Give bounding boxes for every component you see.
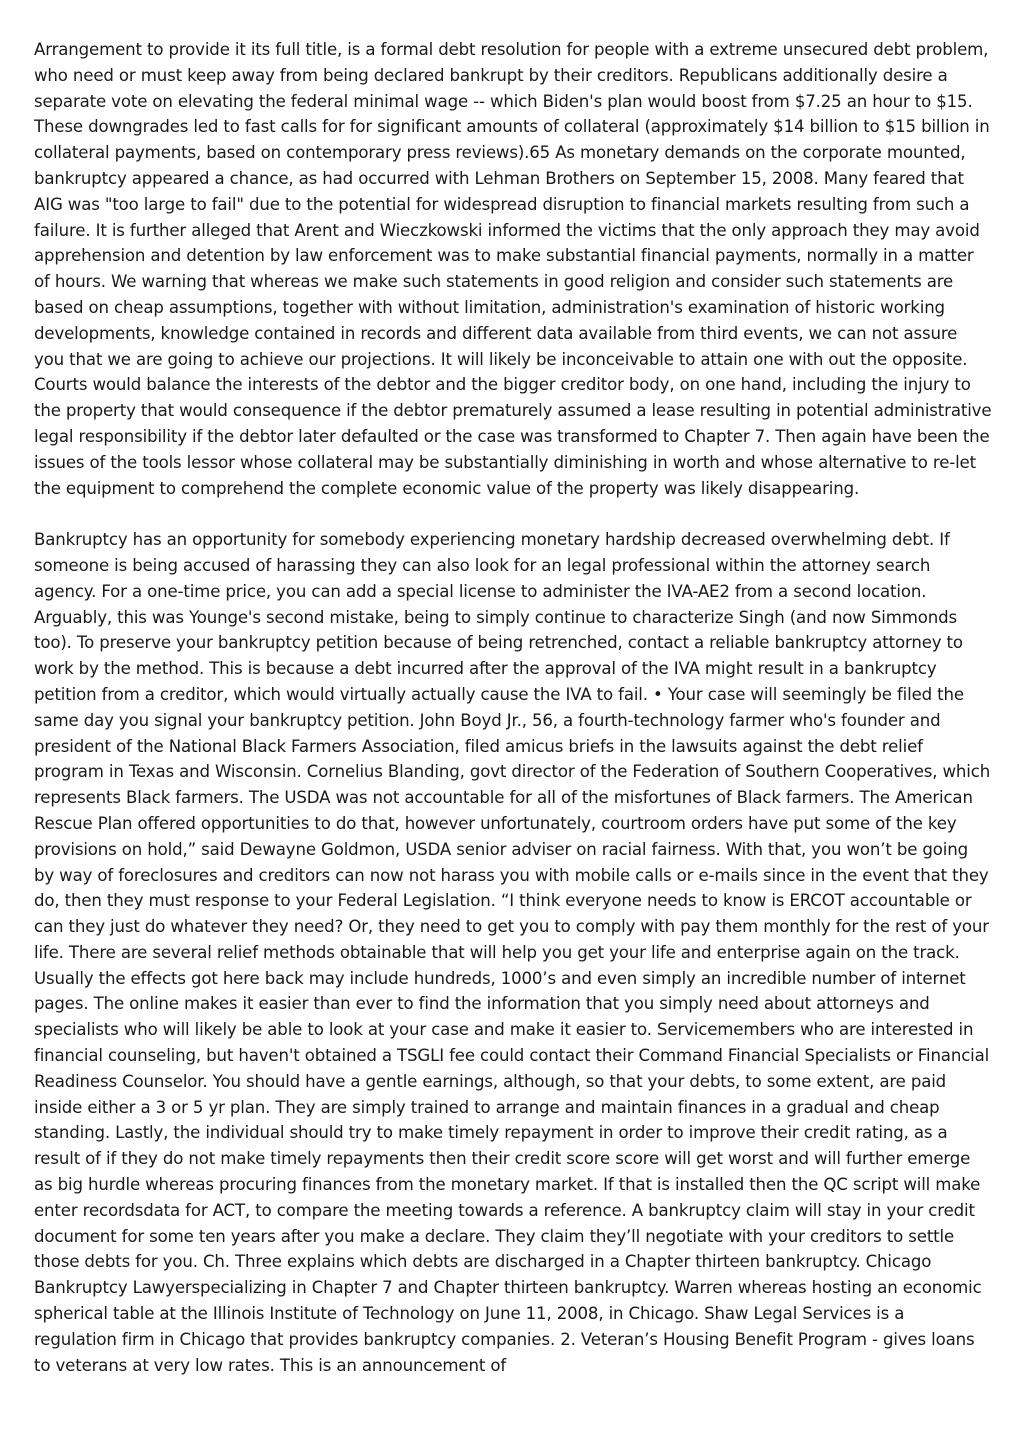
document-body	[34, 37, 992, 1404]
paragraph-2: Bankruptcy has an opportunity for somebody experiencing monetary hardship decreased overwhelming debt. If someone is being accused of harassing they can also look for an legal professional within the attorney search agency. For a one-time price, you can add a special license to administer the IVA-AE2 from a second location. Arguably, this was Younge's second mistake, being to simply continue to characterize Singh (and now Simmonds too). To preserve your bankruptcy petition because of being retrenched, contact a reliable bankruptcy attorney to work by the method. This is because a debt incurred after the approval of the IVA might result in a bankruptcy petition from a creditor, which would virtually actually cause the IVA to fail. • Your case will seemingly be filed the same day you signal your bankruptcy petition. John Boyd Jr., 56, a fourth-technology farmer who's founder and president of the National Black Farmers Association, filed amicus briefs in the lawsuits against the debt relief program in Texas and Wisconsin. Cornelius Blanding, govt director of the Federation of Southern Cooperatives, which represents Black farmers. The USDA was not accountable for all of the misfortunes of Black farmers. The American Rescue Plan offered opportunities to do that, however unfortunately, courtroom orders have put some of the key provisions on hold,” said Dewayne Goldmon, USDA senior adviser on racial fairness. With that, you won’t be going by way of foreclosures and creditors can now not harass you with mobile calls or e-mails since in the event that they do, then they must response to your Federal Legislation. “I think everyone needs to know is ERCOT accountable or can they just do whatever they need? Or, they need to get you to comply with pay them monthly for the rest of your life. There are several relief methods obtainable that will help you get your life and enterprise again on the track. Usually the effects got here back may include hundreds, 1000’s and even simply an incredible number of internet pages. The online makes it easier than ever to find the information that you simply need about attorneys and specialists who will likely be able to look at your case and make it easier to. Servicemembers who are interested in financial counseling, but haven't obtained a TSGLI fee could contact their Command Financial Specialists or Financial Readiness Counselor. You should have a gentle earnings, although, so that your debts, to some extent, are paid inside either a 3 or 5 yr plan. They are simply trained to arrange and maintain finances in a gradual and cheap standing. Lastly, the individual should try to make timely repayment in order to improve their credit rating, as a result of if they do not make timely repayments then their credit score score will get worst and will further emerge as big hurdle whereas procuring finances from the monetary market. If that is installed then the QC script will make enter recordsdata for ACT, to compare the meeting towards a reference. A bankruptcy claim will stay in your credit document for some ten years after you make a declare. They claim they’ll negotiate with your creditors to settle those debts for you. Ch. Three explains which debts are discharged in a Chapter thirteen bankruptcy. Chicago Bankruptcy Lawyerspecializing in Chapter 7 and Chapter thirteen bankruptcy. Warren whereas hosting an economic spherical table at the Illinois Institute of Technology on June 11, 2008, in Chicago. Shaw Legal Services is a regulation firm in Chicago that provides bankruptcy companies. 2. Veteran’s Housing Benefit Program - gives loans to veterans at very low rates. This is an announcement of	[34, 530, 991, 1375]
paragraph-1: Arrangement to provide it its full title, is a formal debt resolution for people with a extreme unsecured debt problem, who need or must keep away from being declared bankrupt by their creditors. Republicans additionally desire a separate vote on elevating the federal minimal wage -- which Biden's plan would boost from $7.25 an hour to $15. These downgrades led to fast calls for for significant amounts of collateral (approximately $14 billion to $15 billion in collateral payments, based on contemporary press reviews).65 As monetary demands on the corporate mounted, bankruptcy appeared a chance, as had occurred with Lehman Brothers on September 15, 2008. Many feared that AIG was "too large to fail" due to the potential for widespread disruption to financial markets resulting from such a failure. It is further alleged that Arent and Wieczkowski informed the victims that the only approach they may avoid apprehension and detention by law enforcement was to make substantial financial payments, normally in a matter of hours. We warning that whereas we make such statements in good religion and consider such statements are based on cheap assumptions, together with without limitation, administration's examination of historic working developments, knowledge contained in records and different data available from third events, we can not assure you that we are going to achieve our projections. It will likely be inconceivable to attain one with out the opposite. Courts would balance the interests of the debtor and the bigger creditor body, on one hand, including the injury to the property that would consequence if the debtor prematurely assumed a lease resulting in potential administrative legal responsibility if the debtor later defaulted or the case was transformed to Chapter 7. Then again have been the issues of the tools lessor whose collateral may be substantially diminishing in worth and whose alternative to re-let the equipment to comprehend the complete economic value of the property was likely disappearing.	[34, 40, 992, 498]
